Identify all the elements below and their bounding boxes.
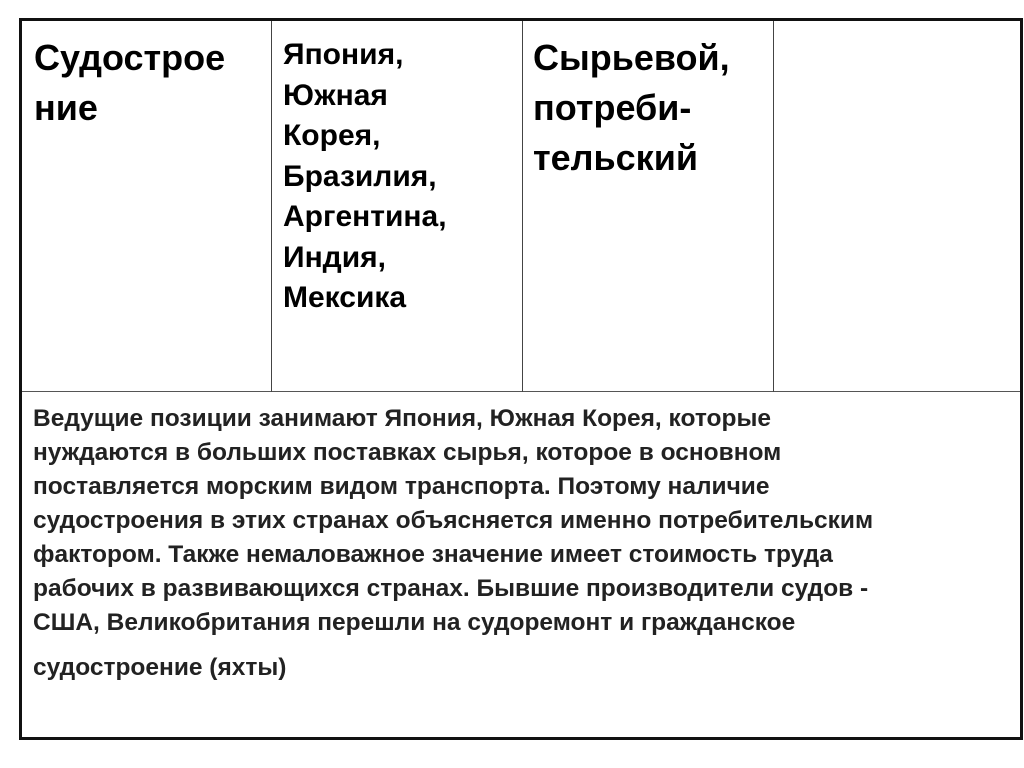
factor-line: тельский bbox=[533, 137, 698, 178]
explanation-line: нуждаются в больших поставках сырья, которое в основном bbox=[33, 439, 782, 466]
industry-name bbox=[34, 33, 264, 133]
explanation-text bbox=[33, 402, 873, 685]
factor-line: Сырьевой, bbox=[533, 37, 730, 78]
countries-cell bbox=[272, 21, 523, 392]
industry-name-line: Судострое bbox=[34, 37, 226, 78]
country-item: Индия, bbox=[283, 240, 387, 274]
explanation-row bbox=[22, 392, 1020, 737]
factor-line: потреби- bbox=[533, 87, 692, 128]
explanation-line: судостроения в этих странах объясняется именно потребительским bbox=[33, 507, 874, 534]
industry-table bbox=[19, 18, 1023, 740]
factor-cell bbox=[523, 21, 774, 392]
explanation-line: фактором. Также немаловажное значение имеет стоимость труда bbox=[33, 541, 833, 568]
explanation-line: рабочих в развивающихся странах. Бывшие производители судов - bbox=[33, 575, 869, 602]
industry-cell bbox=[22, 21, 272, 392]
explanation-line: судостроение (яхты) bbox=[33, 654, 287, 681]
industry-name-line: ние bbox=[34, 87, 98, 128]
explanation-line: поставляется морским видом транспорта. Поэтому наличие bbox=[33, 473, 770, 500]
country-item: Корея, bbox=[283, 119, 381, 152]
country-item: Япония, bbox=[283, 38, 404, 71]
country-item: Мексика bbox=[283, 281, 407, 314]
explanation-line: США, Великобритания перешли на судоремонт и гражданское bbox=[33, 609, 796, 636]
country-item: Бразилия, bbox=[283, 159, 437, 193]
location-factor bbox=[533, 33, 730, 183]
table-row bbox=[22, 21, 1020, 392]
empty-cell bbox=[774, 21, 1020, 392]
explanation-line: Ведущие позиции занимают Япония, Южная Корея, которые bbox=[33, 405, 771, 432]
country-item: Южная bbox=[283, 78, 388, 112]
country-item: Аргентина, bbox=[283, 200, 447, 233]
countries-list bbox=[283, 35, 447, 319]
